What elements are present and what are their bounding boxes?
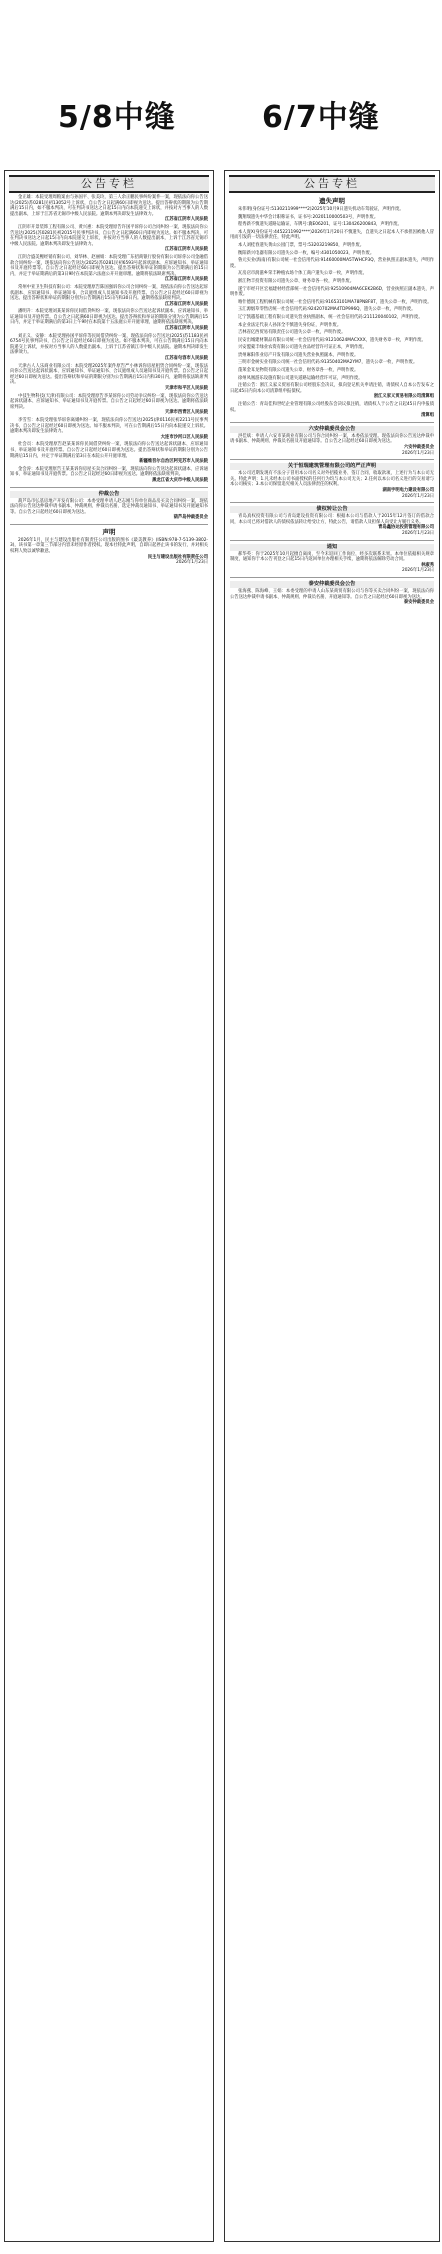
lost-notice bbox=[230, 376, 434, 382]
court-notice-sign: 江苏省江阴市人民法院 bbox=[165, 217, 208, 223]
cancel-notices-list bbox=[230, 383, 434, 419]
lost-notice-text: 魏翔瑞遗失中华会计职称证书，证书号:2020110000503号，声明作废。 bbox=[238, 214, 379, 220]
notification-notice bbox=[230, 552, 434, 574]
court-notice bbox=[10, 255, 208, 283]
arbitration-notice bbox=[10, 499, 208, 521]
lost-notice bbox=[230, 207, 434, 213]
lost-notice-text: 朱伟明(身份证号:5130211999****2)2025年10月9日遗失机动车驾驶证，声明作废。 bbox=[238, 207, 404, 212]
lost-notice bbox=[230, 360, 434, 366]
notification-sign: 林淑秀 bbox=[421, 562, 434, 568]
court-notice-text: 中技生物科技(天津)有限公司：本院受理原告李某诉你公司劳动争议纠纷一案，现依法向你公告送达起诉状副本、应诉通知书、举证通知书及开庭传票。自公告之日起经过60日即视为送达。逾期将依法缺席判决。 bbox=[10, 393, 208, 410]
cancel-notice-text: 注销公告：青岛佳和世纪企业管理有限公司经股东会决议拟注销，请债权人于公告之日起45日内申报债权。 bbox=[230, 402, 434, 413]
taian-heading: 泰安仲裁委员会公告 bbox=[230, 581, 434, 588]
lost-notice-text: 辽宁凯越基础工程有限公司遗失营业执照副本，统一社会信用代码:211120040102，声明作废。 bbox=[238, 314, 423, 320]
solemn-statement-text: 本公司近期发现有不法分子冒用本公司名义对外招揽业务、签订合同、收取款项，上述行为与本公司无关。特此声明：1.凡未经本公司书面授权的任何行为均与本公司无关；2.任何以本公司名义进行的交易请与本公司核实；3.本公司保留追究相关人员法律责任的权利。 bbox=[230, 471, 434, 488]
lost-notice-text: 衡阳新兴电器有限公司遗失公章一枚，编号:4301050023，声明作废。 bbox=[238, 250, 375, 256]
lost-notice-text: 徐州凤凰游乐设施有限公司遗失道路运输经营许可证，声明作废。 bbox=[238, 375, 363, 381]
court-notice-sign: 黑龙江省大庆市中级人民法院 bbox=[152, 477, 208, 483]
lost-notice bbox=[230, 338, 434, 344]
court-notice-text: 江阴市开景装饰工程有限公司、黄兴惠：本院受理原告许国平诉你公司合同纠纷一案，现依法向你公告送达(2025)苏0281民初2015号民事判决书，自公告之日起满60日内即视为送达。如不服本判决，可在判决书送达之日起15日内向本院递交上诉状，并按对方当事人的人数提出副本，上诉于江苏省无锡市中级人民法院。逾期本判决即发生法律效力。 bbox=[10, 224, 208, 247]
lost-notice bbox=[230, 345, 434, 351]
left-column-body bbox=[5, 193, 213, 570]
cancel-notice bbox=[230, 383, 434, 400]
lost-notice bbox=[230, 307, 434, 313]
lost-notice-text: 贵州麻阳伟业房产开发有限公司遗失营业执照副本，声明作废。 bbox=[238, 352, 359, 358]
court-notice-sign: 江苏省江阴市人民法院 bbox=[165, 247, 208, 253]
lost-notice bbox=[230, 230, 434, 241]
cancel-notice bbox=[230, 402, 434, 419]
debt-transfer-date: 2026年1月23日 bbox=[401, 530, 434, 536]
lost-notice-text: 本人刘桂春遗失黄山公园门票，票号:53203219850，声明作废。 bbox=[238, 242, 365, 248]
divider bbox=[230, 540, 434, 541]
right-column bbox=[224, 170, 440, 2242]
lost-notice-text: 吉林省亿西贸易有限责任公司遗失公章一枚，声明作废。 bbox=[238, 330, 346, 336]
lost-notice bbox=[230, 368, 434, 374]
liuan-text: 洪佳斌：申请人六安市某商业有限公司与你合同纠纷一案，本委依法受理。现依法向你公告送达仲裁申请书副本、仲裁规则、仲裁员名册及开庭通知等。自公告之日起经过60日即视为送达。 bbox=[230, 433, 434, 445]
court-notice-sign: 大连市沙河口区人民法院 bbox=[160, 434, 208, 440]
taian-text: 张海燕、陈海峰、王娟：本委受理的申请人山东某商贸有限公司与你等买卖合同纠纷一案，现依法向你公告送达仲裁申请书副本、仲裁规则、仲裁员名册、开庭通知等。自公告之日起经过60日即视为送达。 bbox=[230, 588, 434, 600]
divider bbox=[10, 524, 208, 525]
court-notice-sign: 江苏省句容市人民法院 bbox=[165, 356, 208, 362]
cancel-notice-sign: 浙江义家义贸易有限公司清算组 bbox=[373, 394, 434, 400]
lost-notice bbox=[230, 287, 434, 298]
court-notice-text: 江阴合盛美鲤经销有限公司、刘华林、赵丽娟：本院受理广东招商银行股份有限公司诉你公司金融借款合同纠纷一案，现依法向你公告送达(2025)苏0281民初6593号起诉状副本、应诉通知书、举证通知书及开庭传票等。自公告之日起经过60日即视为送达。提出答辩状和举证的期限为公告期满后的15日内，并定于举证期满后的第3日9时在本院第六法庭公开开庭审理。逾期将依法缺席判决。 bbox=[10, 254, 208, 277]
debt-transfer-notice bbox=[230, 514, 434, 536]
lost-notice-text: 瓦房店市润滋乡荣丰种植农场个体工商户遗失公章一枚，声明作废。 bbox=[238, 271, 367, 277]
lost-notice-text: 本企业法定代表人孙泽全不慎遗失身份证，声明作废。 bbox=[238, 322, 342, 328]
court-notice bbox=[10, 195, 208, 223]
liuan-sign: 六安仲裁委员会 bbox=[403, 445, 434, 450]
taian-notice bbox=[230, 589, 434, 606]
court-notice-sign: 天津市西青区人民法院 bbox=[165, 410, 208, 416]
court-notice bbox=[10, 364, 208, 392]
lost-notice-text: 喀什德润工程机械有限公司统一社会信用代码:91653101MA78PN8F8T，遗失公章一枚，声明作废。 bbox=[238, 299, 432, 305]
lost-notice bbox=[230, 215, 434, 221]
lost-notice bbox=[230, 323, 434, 329]
statement-date: 2026年1月23日 bbox=[175, 560, 208, 566]
lost-notice-text: 遂宁市经开区宏福建材经营部统一社会信用代码:92510904MA6CEK2B6D，营业执照正副本遗失，声明作废。 bbox=[230, 286, 434, 298]
lost-notices-list bbox=[230, 207, 434, 381]
lost-notice bbox=[230, 330, 434, 336]
lost-notice bbox=[230, 271, 434, 277]
lost-notice-text: 程秀新不慎遗失道路运输证，车牌号:冀E06201，证号:130426200843，声明作废。 bbox=[238, 222, 402, 228]
left-notices-list bbox=[10, 195, 208, 484]
court-notice-sign: 江苏省江阴市人民法院 bbox=[165, 301, 208, 307]
divider bbox=[230, 459, 434, 460]
right-banner: 公告专栏 bbox=[229, 175, 435, 193]
divider bbox=[10, 487, 208, 488]
divider bbox=[230, 502, 434, 503]
court-notice-text: 潘明升：本院受理刘某某诉你民间借贷纠纷一案，现依法向你公告送达起诉状副本、应诉通知书、举证通知书及开庭传票。自公告之日起满60日即视为送达。提出答辩状和举证的期限分别为公告期满后15日内，并定于举证期满后的第3日上午9时在本院第十五法庭公开开庭审理，逾期将依法缺席判决。 bbox=[10, 309, 208, 326]
debt-transfer-text: 青岛真权投资有限公司与青岛建设投资有限公司：根据本公司与借款人于2015年12月签订的借款合同，本公司已将对借款人的债权依法转让给受让方，特此公告，请借款人及担保人向受让方履行义务。 bbox=[230, 514, 434, 525]
court-notice-sign: 江苏省江阴市人民法院 bbox=[165, 326, 208, 332]
arbitration-sign: 葫芦岛仲裁委员会 bbox=[173, 515, 208, 521]
statement-heading: 声明 bbox=[102, 527, 116, 536]
court-notice-sign: 江苏省江阴市人民法院 bbox=[165, 277, 208, 283]
arbitration-text: 葫芦岛市弘基房地产开发有限公司：本委受理申请人赵志刚与你单位商品房买卖合同纠纷一案，现依法向你公告送达仲裁申请书副本、仲裁规则、仲裁员名册、选定仲裁员通知书、举证通知书及开庭通知书等。自公告之日起经过60日即视为送达。 bbox=[10, 498, 208, 515]
divider bbox=[230, 422, 434, 423]
solemn-statement-sign: 湖南宇明电力建设有限公司 bbox=[382, 487, 434, 493]
court-notice bbox=[10, 394, 208, 416]
lost-notice-text: 蓬莱金耳龙物资有限公司遗失公章、财务章各一枚，声明作废。 bbox=[238, 368, 359, 374]
court-notice-sign: 天津市和平区人民法院 bbox=[165, 386, 208, 391]
lost-notice bbox=[230, 353, 434, 359]
court-notice-text: 天津古人人乐商业有限公司：本院受理2025年案件原告严小林诉你房屋租赁合同纠纷一案，现依法向你公告送达起诉状副本、应诉通知书、举证通知书、合议庭组成人员通知书及开庭传票。自公告之日起经过60日即视为送达。提出答辩状和举证的期限分别为公告期满后15日内和30日内，逾期将依法缺席判决。 bbox=[10, 363, 208, 386]
solemn-statement-heading: 关于恒瑞建筑管理有限公司的严正声明 bbox=[230, 463, 434, 470]
lost-notice bbox=[230, 251, 434, 257]
liuan-heading: 六安仲裁委员会公告 bbox=[230, 426, 434, 433]
court-notice bbox=[10, 225, 208, 253]
court-notice-text: 刘正义、安静：本院受理孙国平诉你等民间借贷纠纷一案，现依法向你公告送达(2025)苏1183民初6754号民事判决书，自公告之日起经过60日即视为送达。如不服本判决，可在公告期满后15日内向本院递交上诉状，并按对方当事人的人数提出副本，上诉于江苏省镇江市中级人民法院。逾期本判决即发生法律效力。 bbox=[10, 333, 208, 356]
notification-date: 2026年1月23日 bbox=[401, 568, 434, 574]
cancel-notice-text: 注销公告：浙江义家义贸易有限公司经股东会决议，拟向登记机关申请注销，请债权人自本公告发布之日起45日内向本公司清算组申报债权。 bbox=[230, 383, 434, 394]
divider bbox=[230, 577, 434, 578]
court-notice bbox=[10, 442, 208, 464]
seam-label-right: 6/7中缝 bbox=[262, 100, 380, 135]
court-notice bbox=[10, 334, 208, 362]
left-column bbox=[4, 170, 214, 2242]
lost-notice-text: 浙江物丰投资有限公司遗失公章、财务章各一枚，声明作废。 bbox=[238, 278, 355, 284]
lost-notice-text: 民安出城建材制品有限公司统一社会信用代码:91210624MACXXX，遗失财务章一枚，声明作废。 bbox=[238, 337, 426, 343]
lost-notice bbox=[230, 258, 434, 269]
court-notice-text: 常州中亚卫生科技有限公司：本院受理原告陈国强诉你公司合同纠纷一案，现依法向你公告送达起诉状副本、应诉通知书、举证通知书、合议庭组成人员通知书及开庭传票。自公告之日起经过60日即视为送达。提出答辩状和举证的期限分别为公告期满后15日内和30日内。逾期将依法缺席判决。 bbox=[10, 284, 208, 302]
lost-notice-text: 玉汇源烟草零售店统一社会信用代码:92420702MA4TDP996Q，遗失公章一枚，声明作废。 bbox=[238, 307, 416, 313]
lost-notice-text: 鲁元实业(海南)有限公司统一社会信用代码:91460000MA5TWHCP3Q，营业执照正副本遗失，声明作废。 bbox=[230, 258, 434, 269]
solemn-statement-date: 2026年1月23日 bbox=[401, 493, 434, 499]
lost-notice bbox=[230, 243, 434, 249]
court-notice-text: 李雪雪：本院受理张华诉你离婚纠纷一案，现依法向你公告送达(2025)津0116民初2211号民事判决书，自公告之日起经过60日即视为送达。如不服本判决，可在公告期满后15日内向本院递交上诉状。逾期本判决即发生法律效力。 bbox=[10, 417, 208, 435]
court-notice-text: 金会涛：本院受理原告王某某诉你房屋买卖合同纠纷一案，现依法向你公告送达起诉状副本、应诉通知书、举证通知书及开庭传票。自公告之日起经过60日即视为送达。逾期将依法缺席判决。 bbox=[10, 466, 208, 478]
court-notice-text: 杜会员：本院受理原告赵某某诉你民间借贷纠纷一案，现依法向你公告送达起诉状副本、应诉通知书、举证通知书及开庭传票。自公告之日起经过60日即视为送达。提出答辩状和举证的期限分别为公告期满后15日内，并定于举证期满后第3日在本院公开开庭审理。 bbox=[10, 442, 208, 459]
left-banner: 公告专栏 bbox=[9, 175, 209, 193]
court-notice-sign: 新疆维吾尔自治区阿克苏市人民法院 bbox=[139, 459, 208, 465]
notification-text: 郝华英：你于2025年10月起擅自离岗，至今未返回工作岗位，经多次联系未果。本单位依据相关规章制度，通知你于本公告刊登之日起15日内返回单位办理相关手续，逾期将依法解除劳动合同。 bbox=[230, 551, 434, 563]
cancel-notice-sign: 清算组 bbox=[421, 413, 434, 419]
lost-notice-text: 兴安盟蒙丰绿业农资有限公司遗失食品经营许可证正本，声明作废。 bbox=[238, 345, 367, 351]
court-notice bbox=[10, 285, 208, 307]
lost-notice bbox=[230, 315, 434, 321]
debt-transfer-sign: 青岛鑫协达投资管理有限公司 bbox=[378, 525, 434, 531]
liuan-notice bbox=[230, 434, 434, 456]
court-notice bbox=[10, 418, 208, 440]
lost-notice bbox=[230, 279, 434, 285]
statement-text: 2026年1月，民主与建设出版社有限责任公司出版的图书《最美教养》(ISBN:978-7-5139-3802-3)，该书第一章第三节部分内容未经原作者授权。现本社特此声明，自即日起停止该书的发行，并对相关权利人致以诚挚歉意。 bbox=[10, 537, 208, 555]
lost-notice bbox=[230, 222, 434, 228]
seam-label-left: 5/8中缝 bbox=[58, 100, 176, 135]
liuan-date: 2026年1月23日 bbox=[401, 450, 434, 456]
arbitration-heading: 仲裁公告 bbox=[10, 491, 208, 498]
taian-sign: 泰安仲裁委员会 bbox=[403, 600, 434, 606]
court-notice-text: 金正雄：本院受理周粮案由与孙国平、张美玲，第三人余正鹏民事纠纷案件一案，现依法向你公告送达(2025)苏0281民初13052号上诉状，自公告之日起满60日即视为送达。提出答辩状的期限为公告期满后15日内，如不服本判决，可在判决书送达之日起15日内向本院递交上诉状，并按对方当事人的人数提出副本，上诉于江苏省无锡市中级人民法院。逾期本判决即发生法律效力。 bbox=[10, 195, 208, 217]
lost-notice-text: 三明市金树实业有限公司统一社会信用代码:91350402MA2YM7，遗失公章一枚，声明作废。 bbox=[238, 360, 418, 366]
court-notice bbox=[10, 467, 208, 484]
right-column-body bbox=[225, 193, 439, 610]
notification-heading: 通知 bbox=[230, 544, 434, 551]
statement-notice bbox=[10, 538, 208, 566]
lost-heading: 遗失声明 bbox=[319, 197, 345, 205]
debt-transfer-heading: 债权转让公告 bbox=[230, 506, 434, 513]
solemn-statement-notice bbox=[230, 471, 434, 499]
lost-notice bbox=[230, 300, 434, 306]
lost-notice-text: 本人庞X(身份证号:4452211992****)2026年1月20日不慎遗失，自遗失之日起本人不承担因被他人冒用而引发的一切法律责任，特此声明。 bbox=[230, 229, 435, 241]
court-notice bbox=[10, 309, 208, 331]
statement-sign: 民主与建设出版社有限责任公司 bbox=[147, 554, 208, 560]
